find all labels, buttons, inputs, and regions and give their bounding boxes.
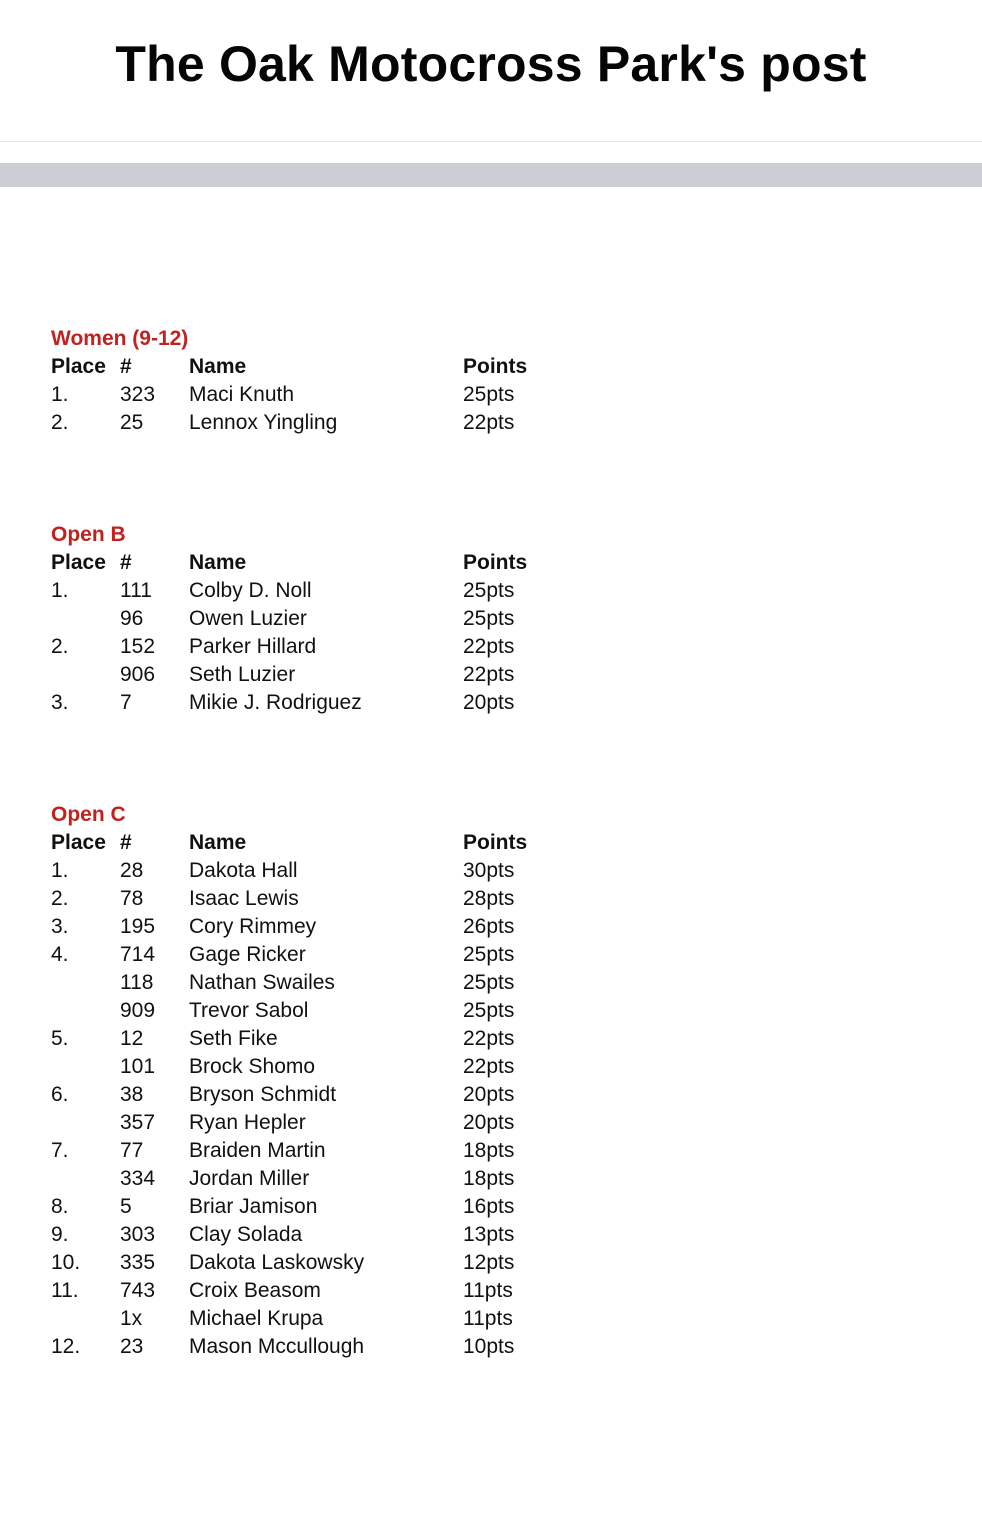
rider-name-cell: Mason Mccullough <box>189 1335 365 1358</box>
post-header <box>0 0 982 142</box>
results-row <box>51 1109 651 1137</box>
column-header-number: # <box>120 831 132 854</box>
rider-name-cell: Nathan Swailes <box>189 971 335 994</box>
rider-number-cell: 335 <box>120 1251 156 1274</box>
rider-number-cell: 7 <box>120 691 132 714</box>
column-header-row <box>51 829 651 857</box>
rider-number-cell: 152 <box>120 635 156 658</box>
rider-number-cell: 96 <box>120 607 144 630</box>
rider-name-cell: Clay Solada <box>189 1223 303 1246</box>
rider-number-cell: 323 <box>120 383 156 406</box>
results-image[interactable] <box>0 187 982 1535</box>
place-cell: 5. <box>51 1027 69 1050</box>
results-row <box>51 1305 651 1333</box>
results-row <box>51 857 651 885</box>
points-cell: 11pts <box>463 1307 513 1330</box>
place-cell: 8. <box>51 1195 69 1218</box>
place-cell: 10. <box>51 1251 81 1274</box>
column-header-place: Place <box>51 831 106 854</box>
points-cell: 22pts <box>463 635 515 658</box>
rider-number-cell: 909 <box>120 999 156 1022</box>
rider-number-cell: 195 <box>120 915 156 938</box>
results-section-open-c <box>51 801 651 1361</box>
column-header-points: Points <box>463 831 528 854</box>
results-section-open-b <box>51 521 651 717</box>
results-row <box>51 577 651 605</box>
rider-number-cell: 12 <box>120 1027 144 1050</box>
rider-number-cell: 101 <box>120 1055 156 1078</box>
points-cell: 10pts <box>463 1335 515 1358</box>
rider-number-cell: 303 <box>120 1223 156 1246</box>
rider-name-cell: Colby D. Noll <box>189 579 312 602</box>
results-row <box>51 689 651 717</box>
points-cell: 25pts <box>463 971 515 994</box>
place-cell: 2. <box>51 887 69 910</box>
results-row <box>51 941 651 969</box>
rider-name-cell: Bryson Schmidt <box>189 1083 337 1106</box>
points-cell: 26pts <box>463 915 515 938</box>
results-row <box>51 1193 651 1221</box>
column-header-name: Name <box>189 551 247 574</box>
rider-name-cell: Cory Rimmey <box>189 915 317 938</box>
section-title: Women (9-12) <box>51 327 189 350</box>
rider-number-cell: 906 <box>120 663 156 686</box>
results-row <box>51 1081 651 1109</box>
rider-number-cell: 118 <box>120 971 154 994</box>
header-divider <box>0 163 982 187</box>
rider-number-cell: 77 <box>120 1139 144 1162</box>
points-cell: 22pts <box>463 411 515 434</box>
section-title: Open B <box>51 523 126 546</box>
points-cell: 25pts <box>463 579 515 602</box>
rider-name-cell: Croix Beasom <box>189 1279 321 1302</box>
rider-name-cell: Seth Fike <box>189 1027 278 1050</box>
place-cell: 11. <box>51 1279 79 1302</box>
points-cell: 13pts <box>463 1223 515 1246</box>
rider-name-cell: Isaac Lewis <box>189 887 299 910</box>
points-cell: 16pts <box>463 1195 515 1218</box>
column-header-number: # <box>120 355 132 378</box>
results-row <box>51 1025 651 1053</box>
rider-name-cell: Dakota Hall <box>189 859 298 882</box>
results-row <box>51 1249 651 1277</box>
points-cell: 18pts <box>463 1139 515 1162</box>
rider-name-cell: Ryan Hepler <box>189 1111 306 1134</box>
rider-number-cell: 334 <box>120 1167 156 1190</box>
points-cell: 28pts <box>463 887 515 910</box>
rider-name-cell: Lennox Yingling <box>189 411 338 434</box>
column-header-row <box>51 353 651 381</box>
rider-name-cell: Briar Jamison <box>189 1195 318 1218</box>
rider-name-cell: Braiden Martin <box>189 1139 326 1162</box>
rider-number-cell: 28 <box>120 859 144 882</box>
column-header-place: Place <box>51 551 106 574</box>
points-cell: 22pts <box>463 1055 515 1078</box>
results-row <box>51 409 651 437</box>
results-row <box>51 1137 651 1165</box>
points-cell: 25pts <box>463 607 515 630</box>
rider-name-cell: Trevor Sabol <box>189 999 309 1022</box>
results-row <box>51 1165 651 1193</box>
rider-number-cell: 1x <box>120 1307 143 1330</box>
place-cell: 4. <box>51 943 69 966</box>
place-cell: 3. <box>51 691 69 714</box>
results-section-women-9-12 <box>51 325 651 437</box>
rider-name-cell: Dakota Laskowsky <box>189 1251 365 1274</box>
section-title: Open C <box>51 803 126 826</box>
rider-name-cell: Brock Shomo <box>189 1055 316 1078</box>
points-cell: 25pts <box>463 999 515 1022</box>
results-row <box>51 969 651 997</box>
rider-number-cell: 357 <box>120 1111 156 1134</box>
points-cell: 20pts <box>463 691 515 714</box>
results-row <box>51 605 651 633</box>
results-row <box>51 1277 651 1305</box>
column-header-points: Points <box>463 551 528 574</box>
points-cell: 20pts <box>463 1083 515 1106</box>
column-header-row <box>51 549 651 577</box>
column-header-place: Place <box>51 355 106 378</box>
rider-name-cell: Owen Luzier <box>189 607 307 630</box>
column-header-name: Name <box>189 355 247 378</box>
results-row <box>51 1053 651 1081</box>
place-cell: 6. <box>51 1083 69 1106</box>
place-cell: 9. <box>51 1223 69 1246</box>
results-row <box>51 997 651 1025</box>
results-row <box>51 913 651 941</box>
column-header-points: Points <box>463 355 528 378</box>
place-cell: 7. <box>51 1139 69 1162</box>
points-cell: 25pts <box>463 383 515 406</box>
rider-number-cell: 23 <box>120 1335 144 1358</box>
place-cell: 1. <box>51 579 69 602</box>
rider-number-cell: 25 <box>120 411 144 434</box>
results-row <box>51 633 651 661</box>
points-cell: 20pts <box>463 1111 515 1134</box>
rider-name-cell: Maci Knuth <box>189 383 295 406</box>
column-header-name: Name <box>189 831 247 854</box>
points-cell: 30pts <box>463 859 515 882</box>
rider-number-cell: 38 <box>120 1083 144 1106</box>
points-cell: 22pts <box>463 663 515 686</box>
rider-number-cell: 5 <box>120 1195 132 1218</box>
rider-number-cell: 743 <box>120 1279 156 1302</box>
points-cell: 11pts <box>463 1279 513 1302</box>
column-header-number: # <box>120 551 132 574</box>
results-row <box>51 381 651 409</box>
points-cell: 22pts <box>463 1027 515 1050</box>
place-cell: 1. <box>51 859 69 882</box>
place-cell: 12. <box>51 1335 81 1358</box>
points-cell: 12pts <box>463 1251 515 1274</box>
results-row <box>51 1221 651 1249</box>
place-cell: 3. <box>51 915 69 938</box>
rider-number-cell: 78 <box>120 887 144 910</box>
rider-name-cell: Gage Ricker <box>189 943 306 966</box>
place-cell: 2. <box>51 411 69 434</box>
rider-name-cell: Mikie J. Rodriguez <box>189 691 362 714</box>
rider-name-cell: Jordan Miller <box>189 1167 310 1190</box>
rider-name-cell: Parker Hillard <box>189 635 317 658</box>
results-row <box>51 885 651 913</box>
rider-name-cell: Michael Krupa <box>189 1307 324 1330</box>
rider-number-cell: 111 <box>120 579 152 602</box>
place-cell: 1. <box>51 383 69 406</box>
results-row <box>51 1333 651 1361</box>
place-cell: 2. <box>51 635 69 658</box>
rider-name-cell: Seth Luzier <box>189 663 296 686</box>
points-cell: 25pts <box>463 943 515 966</box>
post-title: The Oak Motocross Park's post <box>115 36 867 92</box>
points-cell: 18pts <box>463 1167 515 1190</box>
results-row <box>51 661 651 689</box>
rider-number-cell: 714 <box>120 943 156 966</box>
